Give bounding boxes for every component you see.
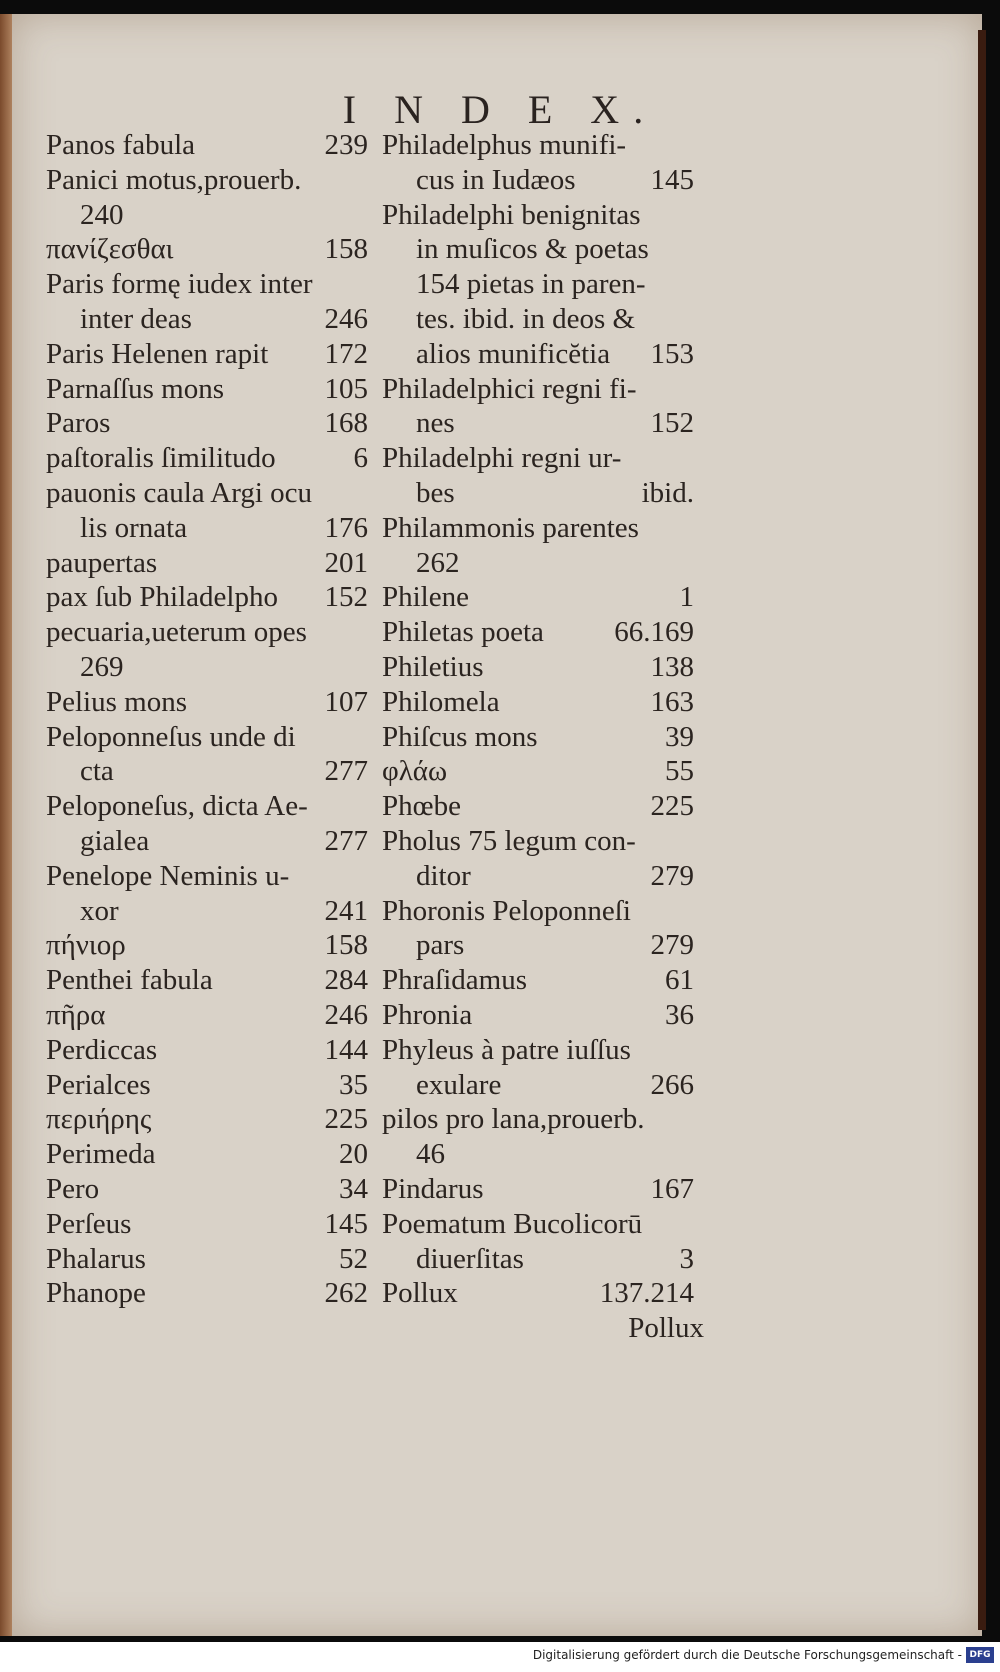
entry-term: Paros bbox=[46, 407, 111, 440]
entry-page-ref bbox=[686, 128, 694, 163]
entry-page-ref: 277 bbox=[324, 755, 368, 788]
index-entry bbox=[382, 1242, 694, 1277]
entry-term: 46 bbox=[416, 1138, 445, 1171]
index-entry bbox=[382, 128, 694, 163]
entry-term: Philadelphi regni ur- bbox=[382, 442, 622, 475]
entry-term: Phronia bbox=[382, 998, 473, 1031]
index-entry bbox=[46, 1172, 368, 1207]
index-entry bbox=[46, 998, 368, 1033]
entry-page-ref: 239 bbox=[324, 129, 368, 161]
index-entry bbox=[46, 476, 368, 511]
index-entry bbox=[382, 1068, 694, 1103]
entry-term: Philetas poeta bbox=[382, 616, 544, 649]
entry-page-ref: ibid. bbox=[641, 476, 694, 509]
entry-term: pecuaria,ueterum opes bbox=[46, 616, 307, 649]
entry-term: Philadelphici regni fi- bbox=[382, 372, 637, 405]
entry-term: Peloponeſus, dicta Ae- bbox=[46, 790, 308, 823]
entry-term: πήνιορ bbox=[46, 929, 126, 962]
entry-term: Perialces bbox=[46, 1068, 151, 1101]
index-entry bbox=[382, 824, 694, 859]
entry-page-ref bbox=[360, 650, 368, 685]
index-entry bbox=[382, 198, 694, 233]
entry-page-ref bbox=[686, 1102, 694, 1137]
entry-term: φλάω bbox=[382, 755, 448, 788]
entry-term: diuerſitas bbox=[416, 1242, 524, 1275]
footer-credit: Digitalisierung gefördert durch die Deutsche Forschungsgemeinschaft - bbox=[532, 1648, 962, 1662]
index-entry bbox=[382, 580, 694, 615]
entry-term: inter deas bbox=[80, 302, 192, 335]
index-entry bbox=[46, 511, 368, 546]
index-entry bbox=[46, 372, 368, 407]
entry-page-ref: 20 bbox=[339, 1138, 368, 1171]
entry-term: Philene bbox=[382, 581, 469, 614]
index-entry bbox=[382, 232, 694, 267]
entry-page-ref: 152 bbox=[324, 581, 368, 614]
entry-term: paſtoralis ſimilitudo bbox=[46, 442, 276, 475]
index-entry bbox=[46, 1276, 368, 1311]
entry-page-ref bbox=[686, 441, 694, 476]
entry-page-ref: 246 bbox=[324, 998, 368, 1031]
entry-term: Penthei fabula bbox=[46, 964, 213, 997]
entry-page-ref: 262 bbox=[324, 1277, 368, 1310]
entry-page-ref: 284 bbox=[324, 964, 368, 997]
entry-page-ref: 105 bbox=[324, 372, 368, 405]
index-entry bbox=[46, 546, 368, 581]
entry-page-ref: 152 bbox=[650, 407, 694, 440]
entry-term: 269 bbox=[80, 650, 124, 683]
entry-page-ref bbox=[686, 372, 694, 407]
entry-term: cta bbox=[80, 755, 114, 788]
entry-term: Philadelphi benignitas bbox=[382, 198, 641, 231]
index-entry bbox=[46, 406, 368, 441]
index-entry bbox=[382, 406, 694, 441]
entry-term: Philammonis parentes bbox=[382, 511, 639, 544]
entry-term: 262 bbox=[416, 546, 460, 579]
entry-page-ref: 241 bbox=[324, 894, 368, 927]
entry-term: Perdiccas bbox=[46, 1033, 158, 1066]
entry-term: πῆρα bbox=[46, 998, 106, 1031]
entry-page-ref bbox=[360, 859, 368, 894]
index-entry bbox=[46, 128, 368, 163]
index-entry bbox=[46, 615, 368, 650]
index-entry bbox=[382, 650, 694, 685]
entry-page-ref: 137.214 bbox=[599, 1277, 694, 1310]
entry-page-ref bbox=[360, 163, 368, 198]
entry-term: Perimeda bbox=[46, 1138, 156, 1171]
entry-term: bes bbox=[416, 476, 455, 509]
entry-term: Phœbe bbox=[382, 790, 461, 823]
entry-term: Parnaſſus mons bbox=[46, 372, 225, 405]
index-entry bbox=[382, 1172, 694, 1207]
entry-page-ref: 35 bbox=[339, 1068, 368, 1101]
index-heading: I N D E X. bbox=[342, 87, 658, 132]
entry-page-ref bbox=[686, 1137, 694, 1172]
index-entry bbox=[46, 232, 368, 267]
entry-page-ref: 279 bbox=[650, 859, 694, 892]
entry-page-ref bbox=[360, 198, 368, 233]
entry-page-ref bbox=[360, 476, 368, 511]
entry-term: pax ſub Philadelpho bbox=[46, 581, 278, 614]
entry-term: Peloponneſus unde di bbox=[46, 720, 296, 753]
entry-term: alios munificĕtia bbox=[416, 337, 611, 370]
entry-page-ref: 266 bbox=[650, 1068, 694, 1101]
entry-term: Phraſidamus bbox=[382, 964, 527, 997]
entry-page-ref: 279 bbox=[650, 929, 694, 962]
entry-term: Pholus 75 legum con- bbox=[382, 824, 636, 857]
index-entry bbox=[382, 441, 694, 476]
entry-page-ref: 66.169 bbox=[614, 616, 694, 649]
entry-term: Pelius mons bbox=[46, 685, 187, 718]
entry-page-ref bbox=[686, 511, 694, 546]
entry-page-ref: 172 bbox=[324, 337, 368, 370]
entry-term: Paris Helenen rapit bbox=[46, 337, 269, 370]
index-entry bbox=[382, 1033, 694, 1068]
index-entry bbox=[382, 859, 694, 894]
entry-term: pars bbox=[416, 929, 465, 962]
entry-term: gialea bbox=[80, 824, 150, 857]
index-entry bbox=[46, 754, 368, 789]
entry-term: Penelope Neminis u- bbox=[46, 859, 290, 892]
index-entry bbox=[382, 685, 694, 720]
index-column-left bbox=[46, 128, 368, 1311]
page-edge-right bbox=[978, 30, 986, 1630]
index-entry bbox=[46, 580, 368, 615]
index-entry bbox=[382, 476, 694, 511]
entry-page-ref: 167 bbox=[650, 1172, 694, 1205]
entry-page-ref: 201 bbox=[324, 546, 368, 579]
entry-term: Pindarus bbox=[382, 1172, 484, 1205]
index-entry bbox=[46, 928, 368, 963]
entry-term: ditor bbox=[416, 859, 471, 892]
index-entry bbox=[382, 546, 694, 581]
entry-page-ref: 225 bbox=[324, 1103, 368, 1136]
entry-term: 154 pietas in paren- bbox=[416, 268, 646, 301]
entry-page-ref: 61 bbox=[665, 964, 694, 997]
index-entry bbox=[382, 302, 694, 337]
index-entry bbox=[46, 267, 368, 302]
entry-page-ref: 39 bbox=[665, 720, 694, 753]
entry-page-ref bbox=[686, 894, 694, 929]
entry-term: Philadelphus munifi- bbox=[382, 129, 627, 161]
entry-term: Phoronis Peloponneſi bbox=[382, 894, 631, 927]
entry-page-ref: 3 bbox=[679, 1242, 694, 1275]
entry-page-ref: 158 bbox=[324, 929, 368, 962]
entry-term: Phyleus à patre iuſſus bbox=[382, 1033, 631, 1066]
index-entry bbox=[382, 998, 694, 1033]
entry-page-ref: 34 bbox=[339, 1172, 368, 1205]
index-entry bbox=[46, 1242, 368, 1277]
index-entry bbox=[46, 1033, 368, 1068]
entry-page-ref bbox=[686, 824, 694, 859]
index-entry bbox=[46, 685, 368, 720]
entry-page-ref: 158 bbox=[324, 233, 368, 266]
index-entry bbox=[382, 615, 694, 650]
entry-term: Phalarus bbox=[46, 1242, 146, 1275]
entry-page-ref bbox=[360, 720, 368, 755]
entry-term: Pero bbox=[46, 1172, 100, 1205]
entry-page-ref bbox=[686, 1207, 694, 1242]
entry-page-ref bbox=[686, 1033, 694, 1068]
index-entry bbox=[382, 1276, 694, 1311]
index-entry bbox=[46, 337, 368, 372]
entry-page-ref: 107 bbox=[324, 685, 368, 718]
catchword: Pollux bbox=[628, 1312, 704, 1344]
entry-term: pilos pro lana,prouerb. bbox=[382, 1103, 645, 1136]
index-entry bbox=[46, 1068, 368, 1103]
entry-page-ref: 145 bbox=[324, 1207, 368, 1240]
dfg-logo: DFG bbox=[966, 1647, 994, 1663]
index-entry bbox=[382, 928, 694, 963]
entry-term: paupertas bbox=[46, 546, 158, 579]
entry-page-ref: 145 bbox=[650, 163, 694, 196]
entry-term: xor bbox=[80, 894, 119, 927]
index-column-right bbox=[382, 128, 694, 1311]
index-entry bbox=[46, 1137, 368, 1172]
index-entry bbox=[382, 963, 694, 998]
entry-term: Perſeus bbox=[46, 1207, 132, 1240]
index-entry bbox=[46, 963, 368, 998]
index-entry bbox=[382, 267, 694, 302]
entry-term: Pollux bbox=[382, 1277, 458, 1310]
entry-page-ref: 36 bbox=[665, 998, 694, 1031]
entry-term: cus in Iudæos bbox=[416, 163, 576, 196]
entry-page-ref: 246 bbox=[324, 302, 368, 335]
index-entry bbox=[382, 372, 694, 407]
index-entry bbox=[46, 1207, 368, 1242]
entry-page-ref: 153 bbox=[650, 337, 694, 370]
index-entry bbox=[46, 198, 368, 233]
entry-page-ref bbox=[360, 615, 368, 650]
index-entry bbox=[382, 511, 694, 546]
entry-page-ref: 1 bbox=[679, 581, 694, 614]
index-entry bbox=[46, 720, 368, 755]
digitization-footer bbox=[0, 1642, 1000, 1672]
entry-page-ref: 55 bbox=[665, 755, 694, 788]
index-entry bbox=[46, 859, 368, 894]
index-entry bbox=[46, 789, 368, 824]
index-entry bbox=[382, 1137, 694, 1172]
entry-page-ref: 144 bbox=[324, 1033, 368, 1066]
index-entry bbox=[46, 163, 368, 198]
entry-page-ref bbox=[686, 302, 694, 337]
entry-term: Philetius bbox=[382, 650, 484, 683]
index-entry bbox=[382, 163, 694, 198]
entry-term: exulare bbox=[416, 1068, 502, 1101]
entry-page-ref bbox=[360, 267, 368, 302]
entry-term: πανίζεσθαι bbox=[46, 233, 174, 266]
entry-term: in muſicos & poetas bbox=[416, 233, 649, 266]
entry-page-ref bbox=[686, 198, 694, 233]
entry-term: Panos fabula bbox=[46, 129, 195, 161]
entry-term: pauonis caula Argi ocu bbox=[46, 476, 313, 509]
index-entry bbox=[46, 1102, 368, 1137]
entry-page-ref: 138 bbox=[650, 650, 694, 683]
index-entry bbox=[382, 1207, 694, 1242]
index-entry bbox=[46, 894, 368, 929]
entry-page-ref bbox=[686, 267, 694, 302]
entry-page-ref bbox=[686, 232, 694, 267]
entry-page-ref: 277 bbox=[324, 824, 368, 857]
entry-term: Paris formę iudex inter bbox=[46, 268, 313, 301]
entry-term: Phanope bbox=[46, 1277, 146, 1310]
entry-page-ref: 163 bbox=[650, 685, 694, 718]
entry-term: lis ornata bbox=[80, 511, 188, 544]
entry-term: 240 bbox=[80, 198, 124, 231]
entry-term: tes. ibid. in deos & bbox=[416, 302, 636, 335]
index-entry bbox=[382, 754, 694, 789]
entry-page-ref bbox=[360, 789, 368, 824]
index-entry bbox=[46, 441, 368, 476]
entry-page-ref: 168 bbox=[324, 407, 368, 440]
index-entry bbox=[382, 1102, 694, 1137]
index-entry bbox=[382, 720, 694, 755]
entry-term: Poematum Bucolicorū bbox=[382, 1207, 643, 1240]
entry-term: περιήρης bbox=[46, 1103, 152, 1136]
index-entry bbox=[46, 650, 368, 685]
entry-term: Panici motus,prouerb. bbox=[46, 163, 302, 196]
index-entry bbox=[46, 302, 368, 337]
entry-term: Phiſcus mons bbox=[382, 720, 538, 753]
entry-page-ref: 52 bbox=[339, 1242, 368, 1275]
index-entry bbox=[382, 337, 694, 372]
index-entry bbox=[382, 894, 694, 929]
entry-page-ref bbox=[686, 546, 694, 581]
entry-term: Philomela bbox=[382, 685, 500, 718]
entry-page-ref: 6 bbox=[353, 442, 368, 475]
index-entry bbox=[46, 824, 368, 859]
index-entry bbox=[382, 789, 694, 824]
entry-page-ref: 176 bbox=[324, 511, 368, 544]
entry-page-ref: 225 bbox=[650, 790, 694, 823]
entry-term: nes bbox=[416, 407, 455, 440]
